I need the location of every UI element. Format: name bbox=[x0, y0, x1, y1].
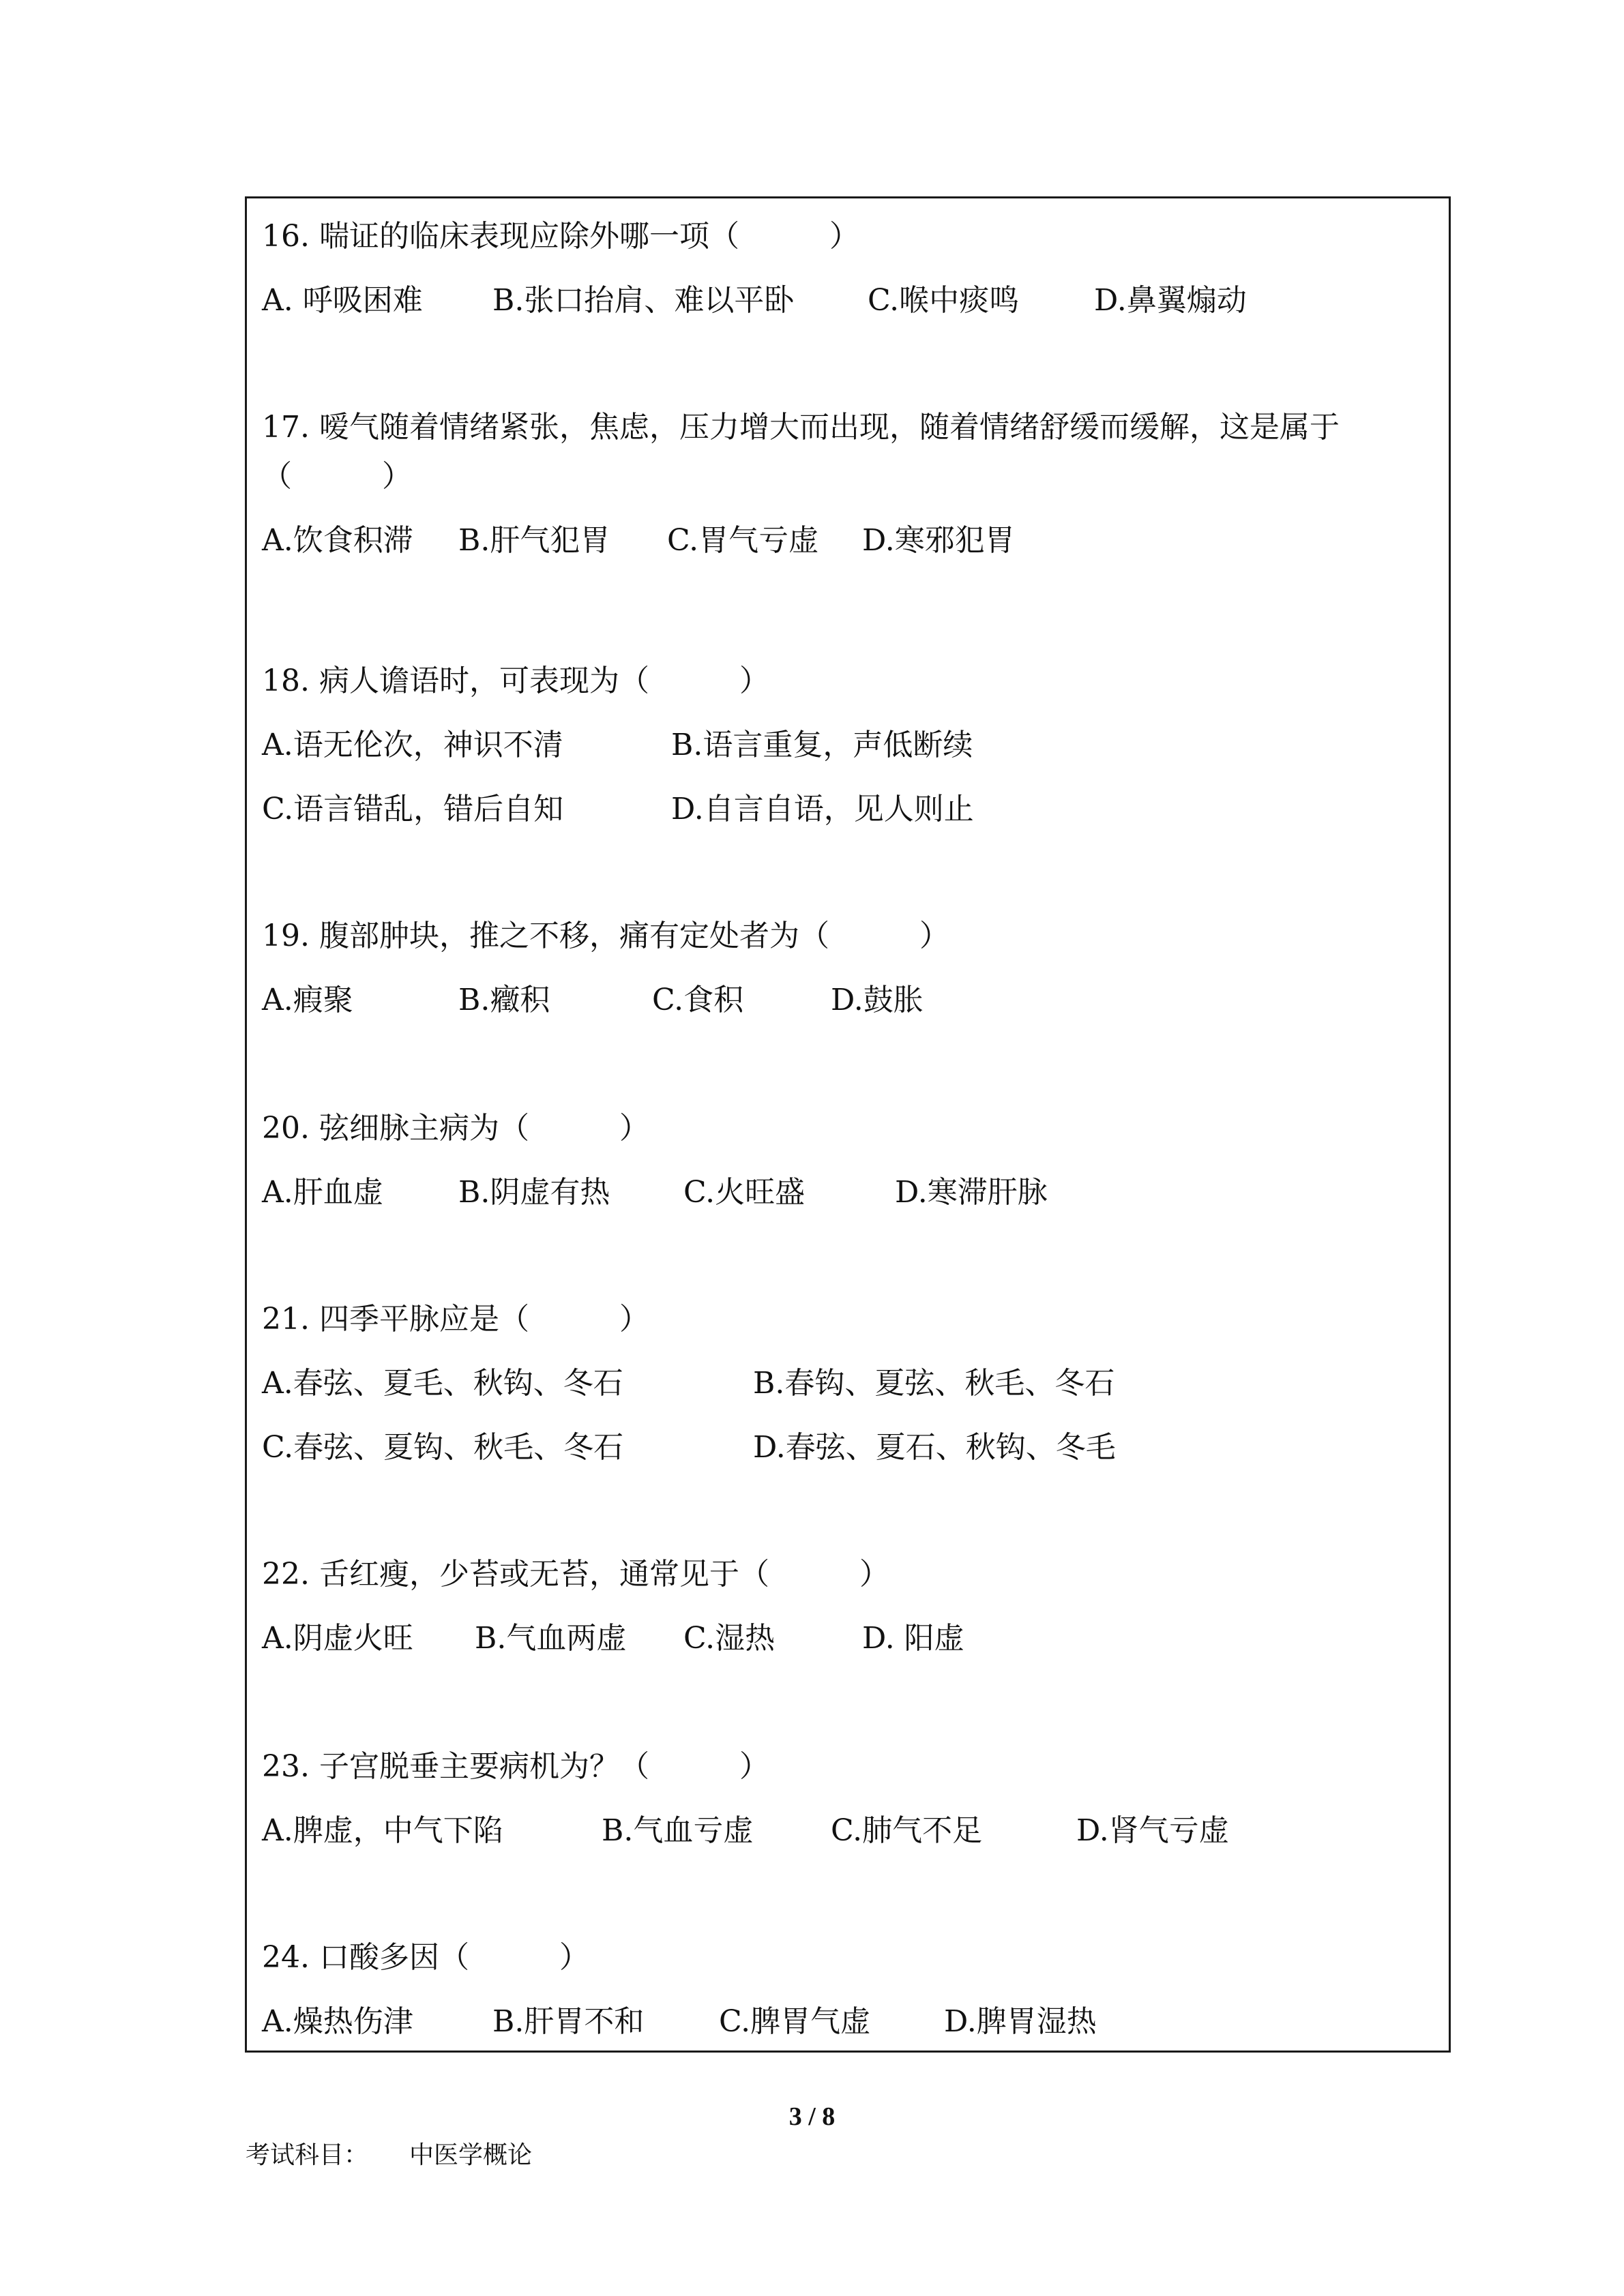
question-stem: 21. 四季平脉应是（ ） bbox=[262, 1302, 649, 1337]
option-b: B.张口抬肩、难以平卧 bbox=[492, 283, 795, 318]
option-b: B.气血两虚 bbox=[475, 1621, 627, 1656]
option-d: D.自言自语，见人则止 bbox=[671, 792, 974, 826]
option-d: D.脾胃湿热 bbox=[944, 2004, 1097, 2039]
question-stem: 19. 腹部肿块，推之不移，痛有定处者为（ ） bbox=[262, 919, 949, 953]
question-stem: 22. 舌红瘦，少苔或无苔，通常见于（ ） bbox=[262, 1557, 889, 1592]
option-b: B.语言重复，声低断续 bbox=[671, 728, 973, 762]
option-d: D.肾气亏虚 bbox=[1076, 1813, 1229, 1848]
option-c: C.脾胃气虚 bbox=[719, 2004, 871, 2039]
page-number: 3 / 8 bbox=[788, 2102, 836, 2131]
option-a: A.瘕聚 bbox=[262, 983, 353, 1017]
question-stem: 17. 嗳气随着情绪紧张，焦虑，压力增大而出现，随着情绪舒缓而缓解，这是属于 bbox=[262, 410, 1340, 445]
option-a: A.脾虚，中气下陷 bbox=[262, 1813, 503, 1848]
option-d: D.寒滞肝脉 bbox=[895, 1175, 1048, 1210]
option-c: C.喉中痰鸣 bbox=[868, 283, 1020, 318]
option-c: C.肺气不足 bbox=[831, 1813, 983, 1848]
question-stem-continued: （ ） bbox=[262, 459, 412, 494]
footer-label: 考试科目： bbox=[246, 2141, 369, 2169]
question-stem: 23. 子宫脱垂主要病机为？（ ） bbox=[262, 1749, 769, 1784]
footer bbox=[246, 2136, 532, 2171]
option-b: B.癥积 bbox=[458, 983, 550, 1017]
option-c: C.语言错乱，错后自知 bbox=[262, 792, 564, 826]
option-b: B.肝胃不和 bbox=[492, 2004, 645, 2039]
option-c: C.火旺盛 bbox=[683, 1175, 806, 1210]
option-b: B.春钩、夏弦、秋毛、冬石 bbox=[753, 1366, 1115, 1401]
question-stem: 20. 弦细脉主病为（ ） bbox=[262, 1111, 649, 1146]
option-d: D. 阳虚 bbox=[862, 1621, 964, 1656]
option-d: D.鼻翼煽动 bbox=[1094, 283, 1247, 318]
question-stem: 18. 病人谵语时，可表现为（ ） bbox=[262, 664, 769, 698]
exam-question-box bbox=[245, 196, 1451, 2053]
footer-subject: 中医学概论 bbox=[409, 2141, 533, 2169]
option-d: D.鼓胀 bbox=[831, 983, 924, 1017]
option-a: A.肝血虚 bbox=[262, 1175, 383, 1210]
option-c: C.胃气亏虚 bbox=[667, 523, 819, 558]
option-c: C.春弦、夏钩、秋毛、冬石 bbox=[262, 1430, 624, 1465]
option-a: A. 呼吸困难 bbox=[262, 283, 423, 318]
option-c: C.湿热 bbox=[683, 1621, 776, 1656]
option-b: B.肝气犯胃 bbox=[458, 523, 610, 558]
question-stem: 24. 口酸多因（ ） bbox=[262, 1940, 589, 1975]
option-a: A.春弦、夏毛、秋钩、冬石 bbox=[262, 1366, 623, 1401]
option-a: A.燥热伤津 bbox=[262, 2004, 413, 2039]
option-b: B.气血亏虚 bbox=[602, 1813, 754, 1848]
option-a: A.语无伦次，神识不清 bbox=[262, 728, 563, 762]
option-c: C.食积 bbox=[652, 983, 744, 1017]
question-stem: 16. 喘证的临床表现应除外哪一项（ ） bbox=[262, 219, 859, 254]
option-a: A.阴虚火旺 bbox=[262, 1621, 413, 1656]
option-d: D.春弦、夏石、秋钩、冬毛 bbox=[753, 1430, 1116, 1465]
option-d: D.寒邪犯胃 bbox=[862, 523, 1015, 558]
option-a: A.饮食积滞 bbox=[262, 523, 413, 558]
option-b: B.阴虚有热 bbox=[458, 1175, 610, 1210]
